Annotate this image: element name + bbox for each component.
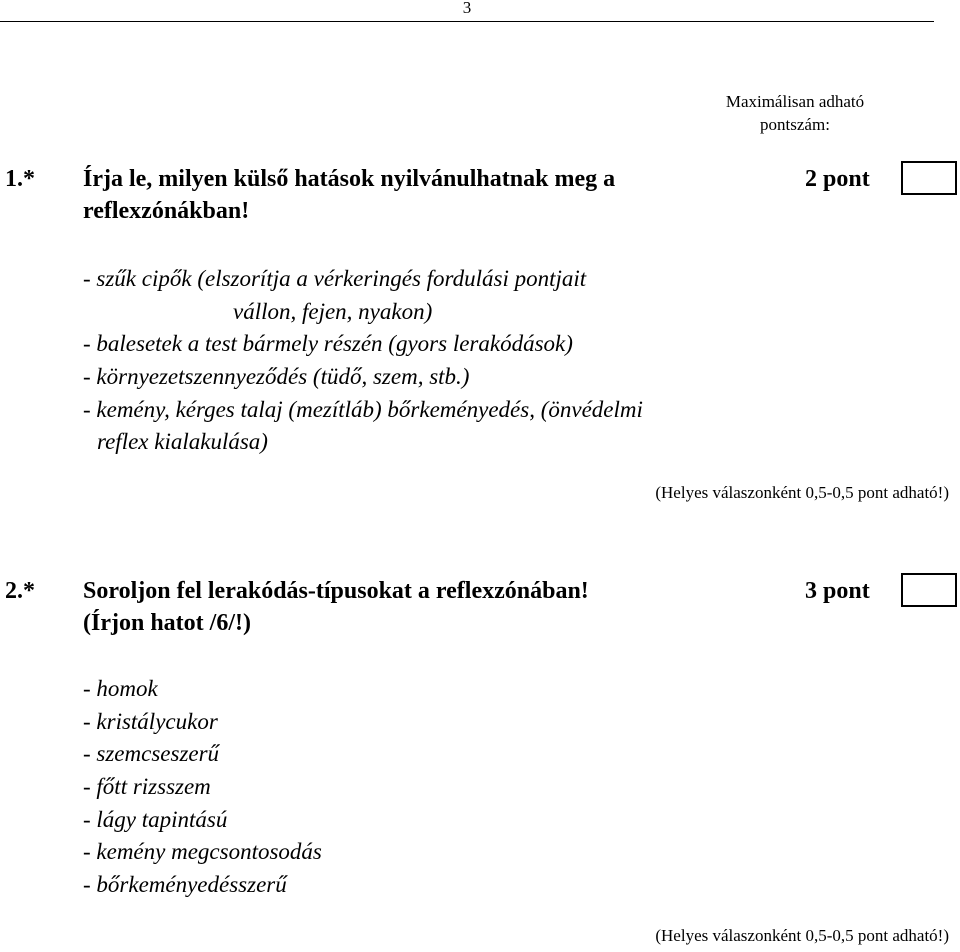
page-number: 3 xyxy=(462,0,472,17)
max-points-header-line-2: pontszám: xyxy=(760,115,830,134)
answer-line: - főtt rizsszem xyxy=(83,774,211,800)
answer-line: - szűk cipők (elszorítja a vérkeringés fordulási pontjait xyxy=(83,266,587,291)
answer-line: - lágy tapintású xyxy=(83,806,228,832)
question-1-answers xyxy=(83,263,643,459)
answer-line: vállon, fejen, nyakon) xyxy=(233,298,433,324)
question-1-scoring-note: (Helyes válaszonként 0,5-0,5 pont adható!) xyxy=(655,483,949,502)
answer-line: - kemény, kérges talaj (mezítláb) bőrkeményedés, (önvédelmi xyxy=(83,396,643,422)
answer-line: - balesetek a test bármely részén (gyors lerakódások) xyxy=(83,331,573,357)
answer-line: - kristálycukor xyxy=(83,708,218,734)
answer-line: - bőrkeményedésszerű xyxy=(83,872,287,898)
question-2-title xyxy=(83,575,589,639)
question-2-title-line-1: Soroljon fel lerakódás-típusokat a reflexzónában! xyxy=(83,578,589,604)
question-2-points: 3 pont xyxy=(805,578,870,604)
answer-line: - kemény megcsontosodás xyxy=(83,839,322,865)
question-2-score-box[interactable] xyxy=(901,573,957,607)
question-1-title-line-1: Írja le, milyen külső hatások nyilvánulhatnak meg a xyxy=(83,166,616,192)
question-1-score-box[interactable] xyxy=(901,161,957,195)
max-points-header-line-1: Maximálisan adható xyxy=(725,92,865,111)
header-divider xyxy=(0,21,934,22)
question-2-scoring-note: (Helyes válaszonként 0,5-0,5 pont adható!) xyxy=(655,926,949,945)
max-points-header xyxy=(690,90,900,136)
answer-line: - szemcseszerű xyxy=(83,741,220,767)
question-1-number: 1.* xyxy=(5,166,35,192)
answer-line: reflex kialakulása) xyxy=(97,429,268,455)
question-2-answers xyxy=(83,673,322,902)
question-1-title xyxy=(83,163,615,227)
question-2-title-line-2: (Írjon hatot /6/!) xyxy=(83,610,251,636)
question-1-points: 2 pont xyxy=(805,166,870,192)
question-1-title-line-2: reflexzónákban! xyxy=(83,198,250,224)
question-2-number: 2.* xyxy=(5,578,35,604)
answer-line: - homok xyxy=(83,676,158,701)
answer-line: - környezetszennyeződés (tüdő, szem, stb.) xyxy=(83,364,470,390)
